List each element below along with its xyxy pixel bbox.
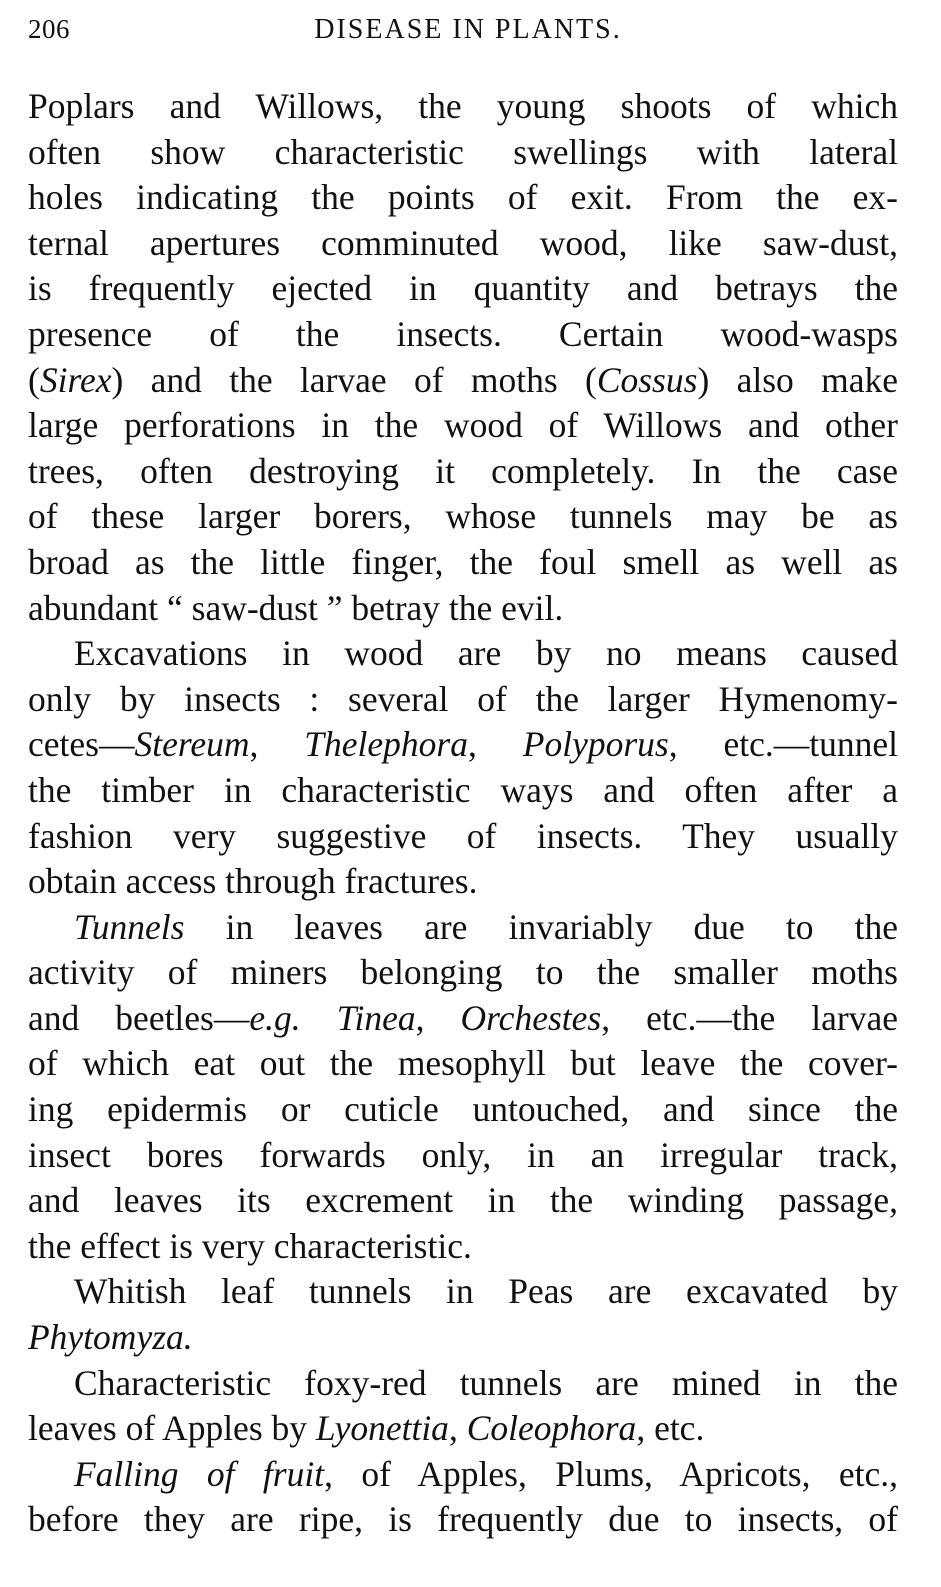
italic-text: Phytomyza. <box>28 1317 193 1358</box>
text-run: and beetles— <box>28 997 250 1038</box>
text-run: the timber in characteristic ways and often after a <box>28 769 898 810</box>
text-run: , <box>415 997 461 1038</box>
page-number: 206 <box>28 14 70 44</box>
text-run: , etc. <box>636 1408 705 1449</box>
text-line <box>28 768 898 814</box>
text-line <box>28 540 898 586</box>
text-line <box>28 1133 898 1179</box>
text-line <box>28 358 898 404</box>
italic-text: Polyporus <box>522 724 669 765</box>
text-line <box>28 84 898 130</box>
text-line <box>28 950 898 996</box>
text-run: Whitish leaf tunnels in Peas are excavated by <box>74 1271 898 1312</box>
italic-text: Sirex <box>39 359 112 400</box>
text-line <box>28 312 898 358</box>
running-head <box>28 14 908 54</box>
text-run: trees, often destroying it completely. In the case <box>28 450 898 491</box>
text-line <box>28 221 898 267</box>
text-line <box>28 449 898 495</box>
text-run: presence of the insects. Certain wood-wasps <box>28 313 898 354</box>
text-run: broad as the little finger, the foul smell as well as <box>28 541 898 582</box>
text-run: of which eat out the mesophyll but leave the cover- <box>28 1043 898 1084</box>
italic-text: Stereum <box>134 724 250 765</box>
text-line <box>28 814 898 860</box>
italic-text: Cossus <box>596 359 698 400</box>
text-run <box>301 998 337 1038</box>
text-line <box>28 1087 898 1133</box>
text-run: in leaves are invariably due to the <box>184 906 898 947</box>
text-run: ternal apertures comminuted wood, like saw-dust, <box>28 222 898 263</box>
text-line <box>28 1497 898 1543</box>
italic-text: Tinea <box>336 997 416 1038</box>
italic-text: Tunnels <box>74 906 185 947</box>
text-line <box>28 1361 898 1407</box>
text-run: fashion very suggestive of insects. They usually <box>28 815 898 856</box>
text-line <box>28 1452 898 1498</box>
text-line <box>28 859 898 905</box>
text-line <box>28 175 898 221</box>
text-run: Poplars and Willows, the young shoots of which <box>28 86 898 126</box>
text-run: holes indicating the points of exit. From the ex- <box>28 177 898 218</box>
text-run: activity of miners belonging to the smaller moths <box>28 952 898 993</box>
text-run: , <box>467 724 523 765</box>
text-line <box>28 1406 898 1452</box>
text-run: , <box>249 724 305 765</box>
text-line <box>28 1224 898 1270</box>
text-run: Characteristic foxy-red tunnels are mined in the <box>74 1362 898 1403</box>
text-run: only by insects : several of the larger Hymenomy- <box>28 678 898 719</box>
text-line <box>28 1041 898 1087</box>
text-run: ing epidermis or cuticle untouched, and since the <box>28 1089 898 1130</box>
text-run: is frequently ejected in quantity and betrays the <box>28 268 898 309</box>
text-line <box>28 403 898 449</box>
text-line <box>28 1178 898 1224</box>
body-text <box>28 84 898 1543</box>
text-run: obtain access through fractures. <box>28 861 478 902</box>
text-line <box>28 130 898 176</box>
text-run: the effect is very characteristic. <box>28 1225 472 1266</box>
text-run: ) and the larvae of moths ( <box>111 359 597 400</box>
text-line <box>28 494 898 540</box>
italic-text: Coleophora <box>466 1408 637 1449</box>
text-run: leaves of Apples by <box>28 1408 316 1449</box>
text-run: ( <box>28 359 40 400</box>
text-run: abundant “ saw-dust ” betray the evil. <box>28 587 564 628</box>
text-run: ) also make <box>697 359 898 400</box>
text-run: insect bores forwards only, in an irregular track, <box>28 1134 898 1175</box>
italic-text: Thelephora <box>304 724 468 765</box>
text-run: and leaves its excrement in the winding passage, <box>28 1180 898 1221</box>
text-line <box>28 905 898 951</box>
text-run: , <box>448 1408 467 1449</box>
text-run: , etc.—the larvae <box>601 997 899 1038</box>
italic-text: Orchestes <box>460 997 602 1038</box>
running-title: DISEASE IN PLANTS. <box>314 14 622 45</box>
text-run: of these larger borers, whose tunnels may be as <box>28 496 898 537</box>
text-run: Excavations in wood are by no means caused <box>74 633 898 674</box>
text-line <box>28 631 898 677</box>
text-run: , etc.—tunnel <box>668 724 899 765</box>
text-line <box>28 1315 898 1361</box>
italic-text: e.g. <box>249 997 301 1038</box>
text-line <box>28 722 898 768</box>
text-run: before they are ripe, is frequently due to insects, of <box>28 1499 898 1540</box>
text-line <box>28 266 898 312</box>
italic-text: Lyonettia <box>315 1408 449 1449</box>
text-line <box>28 677 898 723</box>
text-run: cetes— <box>28 724 135 765</box>
text-line <box>28 1269 898 1315</box>
text-line <box>28 586 898 632</box>
text-line <box>28 996 898 1042</box>
text-run: , of Apples, Plums, Apricots, etc., <box>324 1453 898 1494</box>
italic-text: Falling of fruit <box>74 1453 325 1494</box>
text-run: large perforations in the wood of Willows and other <box>28 405 898 446</box>
text-run: often show characteristic swellings with lateral <box>28 131 898 172</box>
